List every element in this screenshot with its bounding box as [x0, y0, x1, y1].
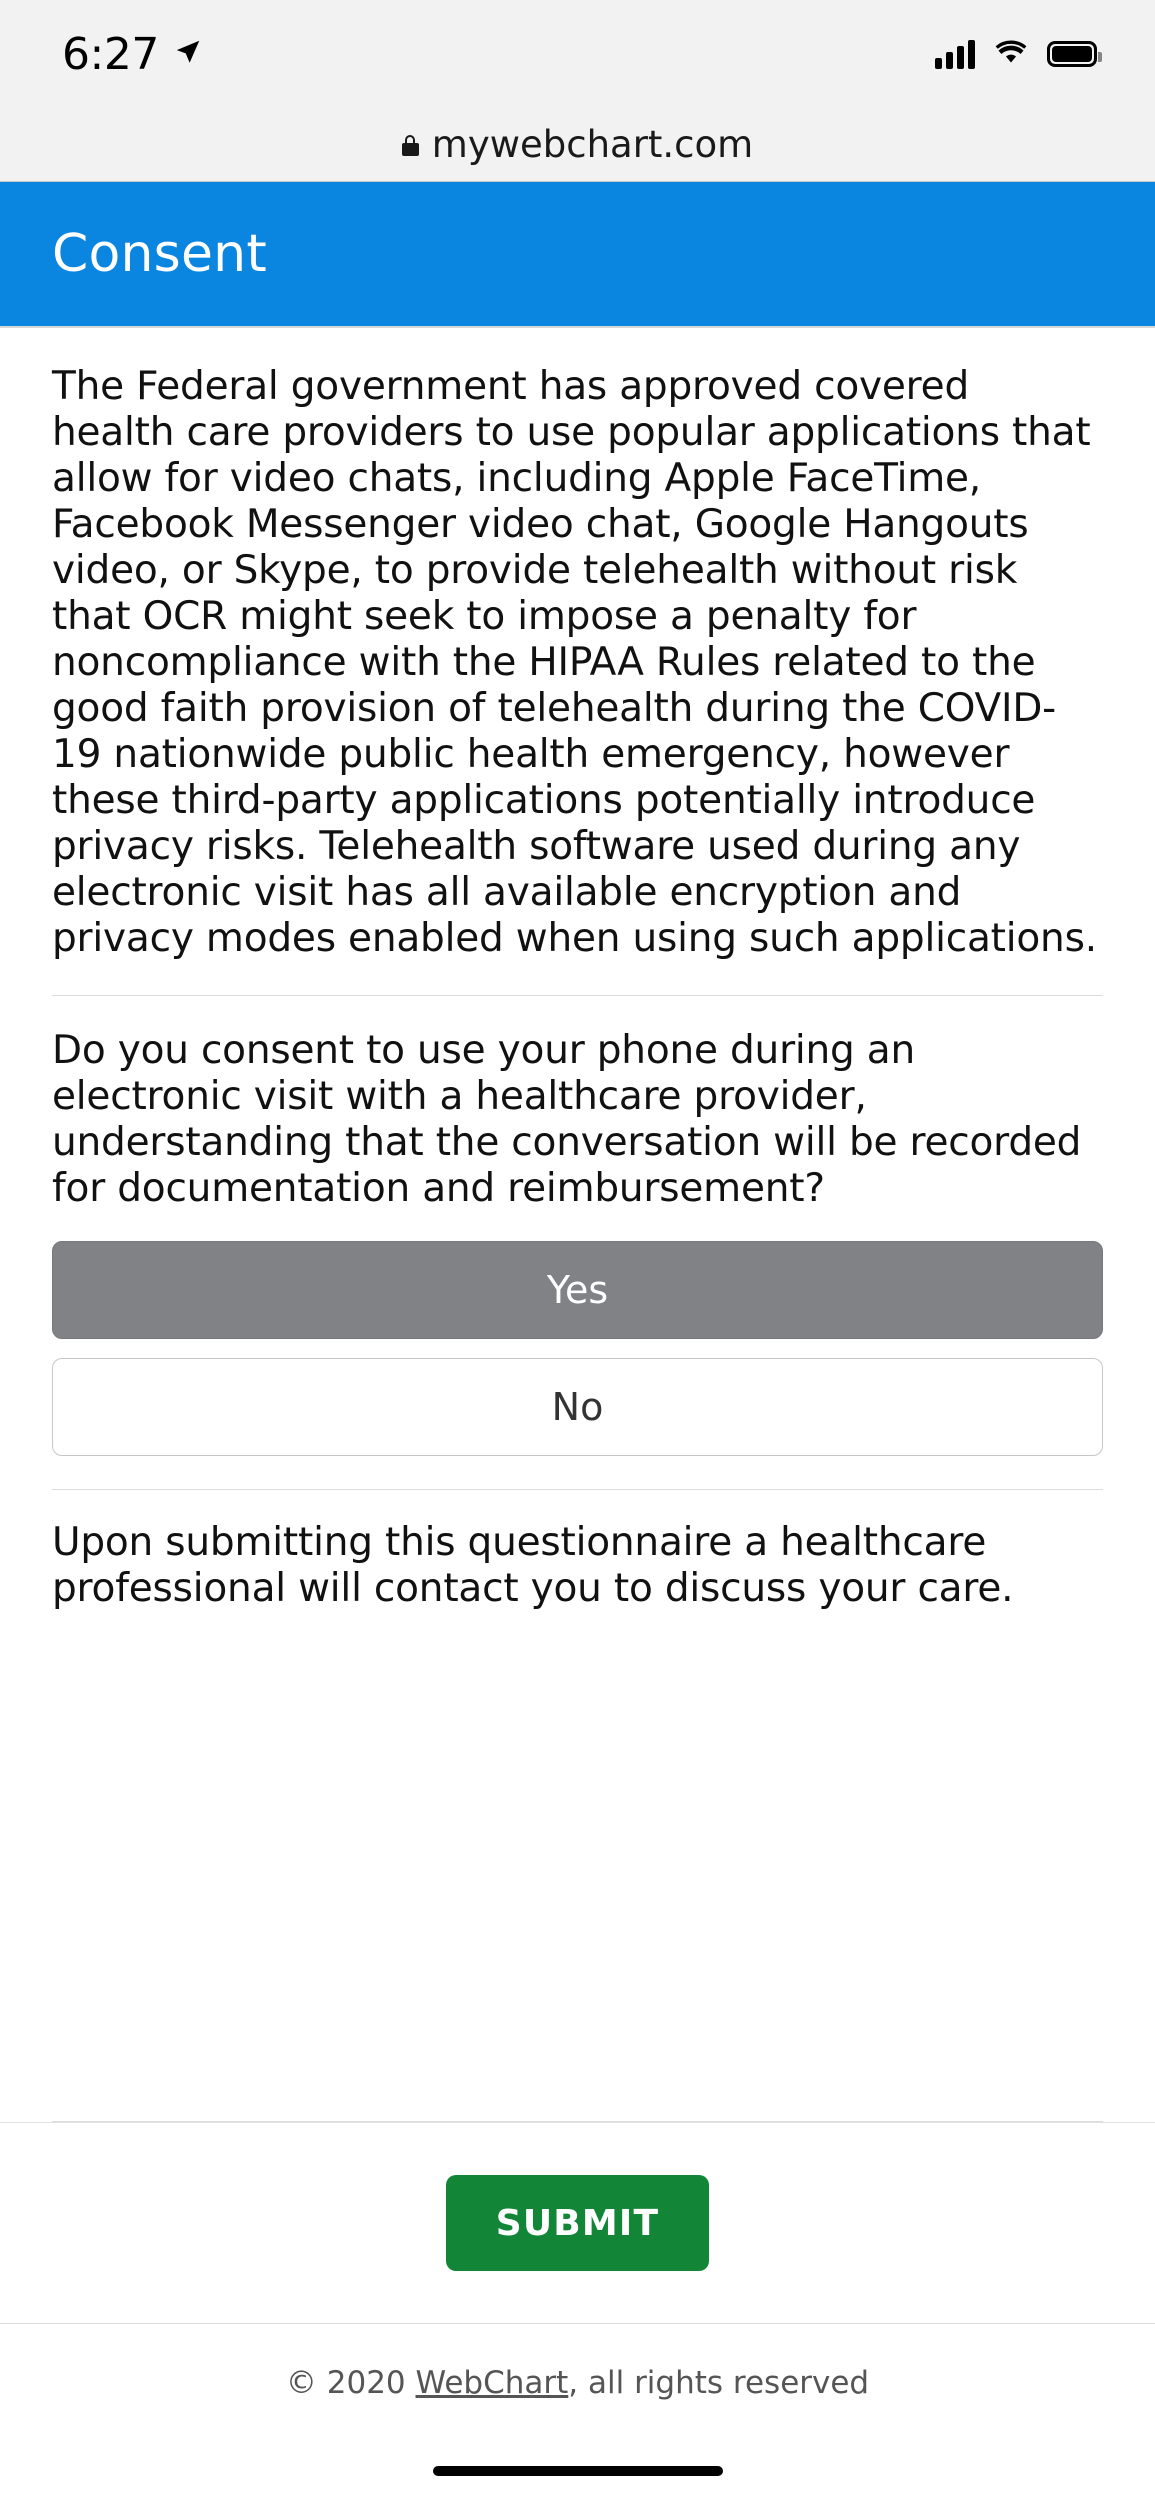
- option-no-label: No: [551, 1385, 604, 1430]
- form-content: [0, 328, 1155, 2121]
- battery-icon: [1047, 41, 1097, 67]
- status-bar: [0, 0, 1155, 108]
- status-bar-left: [62, 29, 203, 80]
- content-spacer: [52, 1612, 1103, 2121]
- option-yes-label: Yes: [546, 1268, 609, 1313]
- status-time: 6:27: [62, 28, 159, 80]
- lock-icon: [402, 135, 419, 156]
- home-indicator-area: [0, 2442, 1155, 2500]
- option-yes[interactable]: [52, 1241, 1103, 1339]
- location-arrow-icon: [173, 37, 203, 71]
- intro-paragraph: The Federal government has approved covered health care providers to use popular applications that allow for video chats, including Apple FaceTime, Facebook Messenger video chat, Google Hangouts video, or Skype, to provide telehealth without risk that OCR might seek to impose a penalty for noncompliance with the HIPAA Rules related to the good faith provision of telehealth during the COVID-19 nationwide public health emergency, however these third-party applications potentially introduce privacy risks. Telehealth software used during any electronic visit has all available encryption and privacy modes enabled when using such applications.: [52, 364, 1097, 962]
- browser-url-bar[interactable]: [0, 108, 1155, 182]
- status-bar-right: [935, 38, 1097, 70]
- copyright-area: [0, 2323, 1155, 2442]
- consent-question: Do you consent to use your phone during an electronic visit with a healthcare provider, understanding that the conversation will be recorded for documentation and reimbursement?: [52, 1028, 1082, 1212]
- page-title: Consent: [52, 224, 267, 284]
- copyright-suffix: , all rights reserved: [568, 2365, 870, 2401]
- page-header: [0, 182, 1155, 328]
- copyright-prefix: © 2020: [285, 2365, 416, 2401]
- option-no[interactable]: [52, 1358, 1103, 1456]
- consent-options: [52, 1241, 1103, 1456]
- submission-note: Upon submitting this questionnaire a healthcare professional will contact you to discuss your care.: [52, 1520, 1014, 1612]
- copyright-text: [286, 2365, 869, 2401]
- url-text: mywebchart.com: [431, 123, 754, 166]
- cellular-signal-icon: [935, 39, 975, 69]
- home-indicator[interactable]: [433, 2466, 723, 2476]
- webchart-link[interactable]: WebChart: [415, 2365, 569, 2401]
- wifi-icon: [993, 38, 1029, 70]
- submit-area: [0, 2122, 1155, 2323]
- submit-button[interactable]: SUBMIT: [446, 2175, 710, 2271]
- divider-above-question: [52, 995, 1103, 996]
